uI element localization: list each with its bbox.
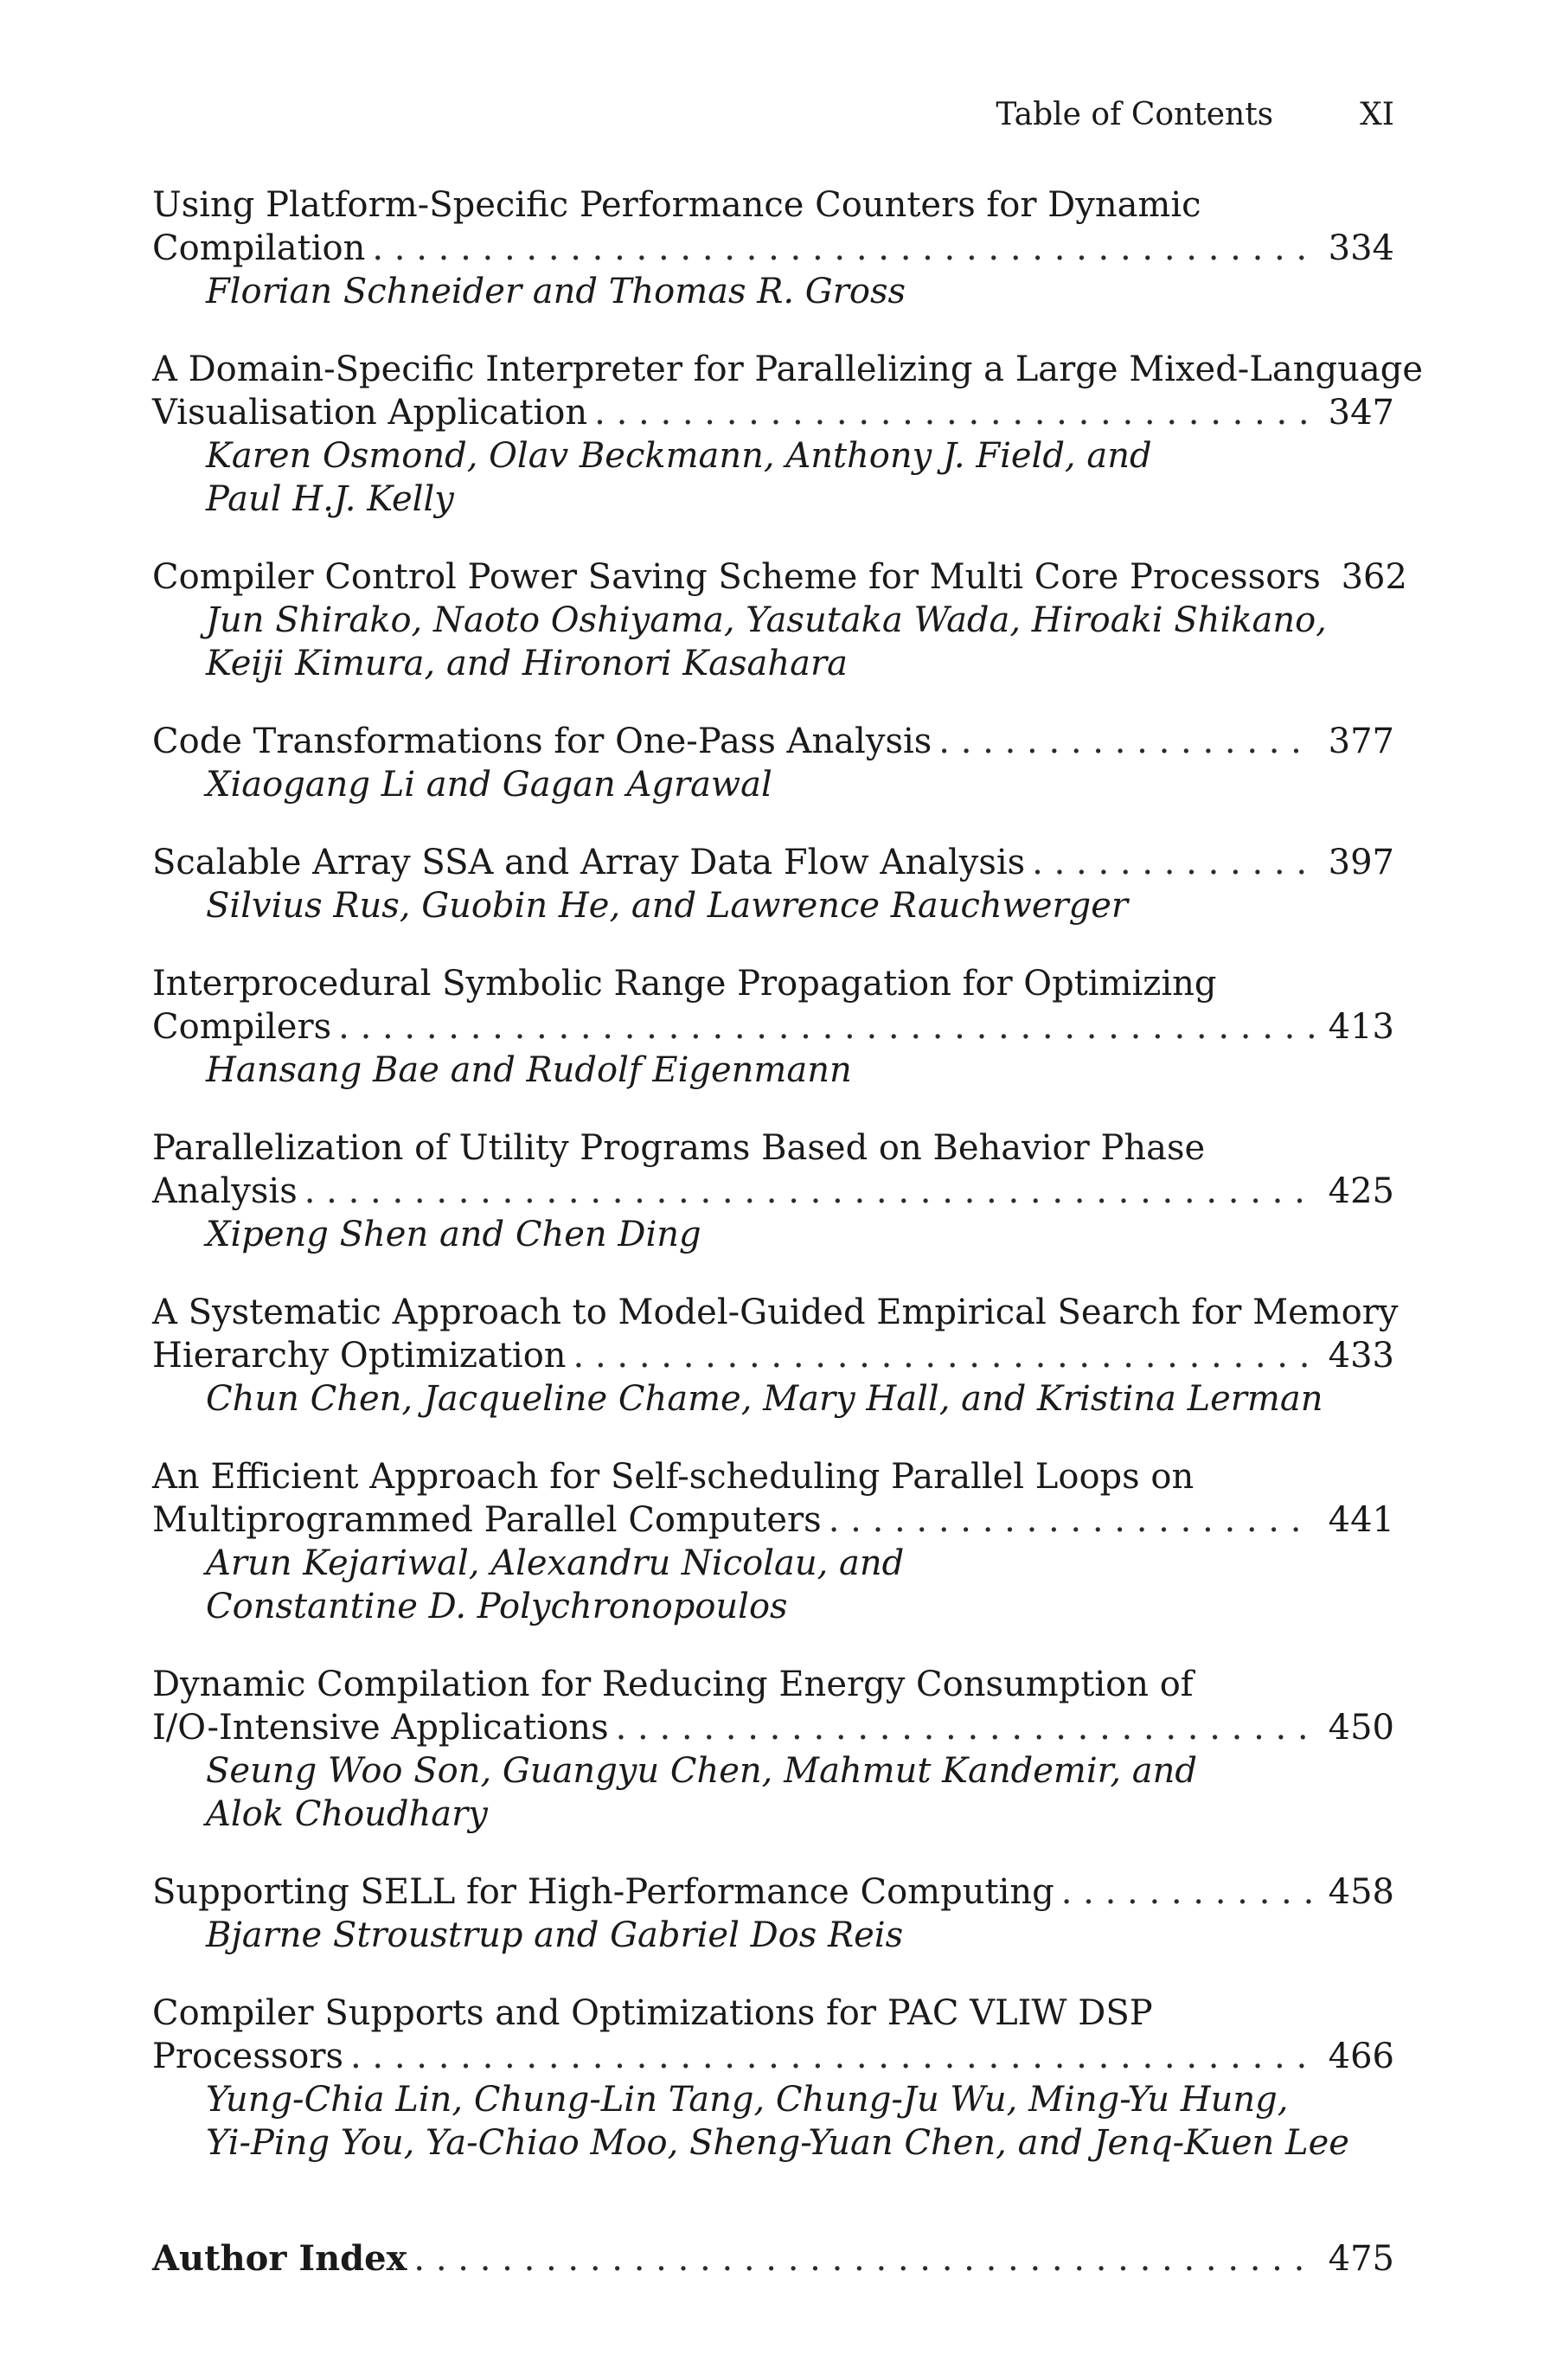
toc-entry-authors: Karen Osmond, Olav Beckmann, Anthony J. Field, and (206, 436, 1152, 476)
toc-entry-authors: Chun Chen, Jacqueline Chame, Mary Hall, and Kristina Lerman (206, 1379, 1323, 1419)
dot-leader (372, 227, 1315, 270)
toc-entry-title-text: Supporting SELL for High-Performance Computing (152, 1872, 1054, 1912)
toc-entry (152, 1126, 1394, 1256)
table-of-contents (152, 183, 1423, 2315)
toc-entry-authors: Arun Kejariwal, Alexandru Nicolau, and (206, 1543, 905, 1583)
toc-entry (152, 1663, 1394, 1836)
dot-leader (616, 1706, 1315, 1749)
toc-entry-authors: Seung Woo Son, Guangyu Chen, Mahmut Kandemir, and (206, 1751, 1198, 1791)
toc-entry-title-line: Dynamic Compilation for Reducing Energy Consumption of (152, 1665, 1194, 1704)
toc-entry-title-last-line (152, 2035, 1394, 2078)
toc-entry-page-number: 397 (1328, 843, 1394, 882)
dot-leader (573, 1334, 1315, 1377)
toc-entry-title-text: Processors (152, 2037, 343, 2076)
author-index-page-number: 475 (1328, 2239, 1394, 2279)
toc-entry-page-number: 377 (1328, 722, 1394, 761)
author-index-label: Author Index (152, 2238, 407, 2279)
dot-leader (1061, 1870, 1315, 1914)
toc-entry-page-number: 458 (1328, 1872, 1394, 1912)
toc-entry-title-text: Code Transformations for One-Pass Analysis (152, 722, 932, 761)
toc-entry-authors: Xiaogang Li and Gagan Agrawal (206, 765, 772, 805)
toc-entry-authors: Yi-Ping You, Ya-Chiao Moo, Sheng-Yuan Chen, and Jenq-Kuen Lee (206, 2123, 1349, 2163)
author-index-entry (152, 2237, 1394, 2281)
toc-entry-authors: Xipeng Shen and Chen Ding (206, 1215, 701, 1254)
dot-leader (338, 1005, 1315, 1049)
toc-entry (152, 1291, 1399, 1421)
toc-entry-page-number: 362 (1341, 557, 1407, 597)
toc-entry-page-number: 413 (1328, 1007, 1394, 1047)
author-index-line (152, 2237, 1394, 2281)
toc-entry-title-last-line (152, 1334, 1394, 1377)
toc-entry-authors: Keiji Kimura, and Hironori Kasahara (206, 644, 848, 683)
toc-entry-page-number: 433 (1328, 1336, 1394, 1376)
toc-entry-title-text: Visualisation Application (152, 393, 588, 433)
toc-entry-page-number: 441 (1328, 1500, 1394, 1540)
dot-leader (413, 2237, 1315, 2281)
toc-entry-title-text: Hierarchy Optimization (152, 1336, 567, 1376)
toc-entry-authors: Jun Shirako, Naoto Oshiyama, Yasutaka Wada, Hiroaki Shikano, (206, 600, 1327, 640)
toc-entry-title-text: Compiler Control Power Saving Scheme for Multi Core Processors (152, 557, 1321, 597)
toc-entry-title-line: Using Platform-Specific Performance Counters for Dynamic (152, 185, 1201, 225)
toc-entry-title-text: I/O-Intensive Applications (152, 1708, 609, 1748)
toc-entry-page-number: 347 (1328, 393, 1394, 433)
running-head-section: Table of Contents (996, 97, 1274, 132)
dot-leader (304, 1170, 1315, 1213)
dot-leader (938, 720, 1315, 763)
toc-entry-title-last-line (152, 1005, 1394, 1049)
toc-entry-title-line: A Domain-Specific Interpreter for Parallelizing a Large Mixed-Language (152, 350, 1423, 389)
toc-entry (152, 1455, 1394, 1628)
toc-entry-title-line: Parallelization of Utility Programs Based on Behavior Phase (152, 1128, 1206, 1168)
toc-entry-title-line: A Systematic Approach to Model-Guided Empirical Search for Memory (152, 1293, 1399, 1332)
toc-entry-authors: Alok Choudhary (206, 1794, 488, 1834)
toc-entry-authors: Paul H.J. Kelly (206, 479, 454, 519)
toc-entry (152, 962, 1394, 1092)
toc-entry (152, 720, 1394, 806)
toc-entry-authors: Yung-Chia Lin, Chung-Lin Tang, Chung-Ju Wu, Ming-Yu Hung, (206, 2080, 1289, 2120)
toc-entry-title-text: Analysis (152, 1171, 298, 1211)
toc-entry-authors: Hansang Bae and Rudolf Eigenmann (206, 1050, 852, 1090)
running-head (996, 97, 1394, 132)
toc-entry (152, 348, 1423, 521)
toc-entry-title-last-line (152, 841, 1394, 884)
toc-entry-authors: Florian Schneider and Thomas R. Gross (206, 272, 906, 311)
dot-leader (350, 2035, 1315, 2078)
toc-entry-title-text: Compilation (152, 228, 366, 268)
toc-entry-title-last-line (152, 227, 1394, 270)
toc-entry-page-number: 450 (1328, 1708, 1394, 1748)
toc-entry-title-line: An Efficient Approach for Self-scheduling Parallel Loops on (152, 1457, 1195, 1497)
toc-entry-title-line: Compiler Supports and Optimizations for PAC VLIW DSP (152, 1993, 1153, 2033)
toc-entry (152, 183, 1394, 313)
toc-entry-title-last-line (152, 391, 1394, 434)
toc-entry-title-last-line (152, 1170, 1394, 1213)
running-head-page-number: XI (1360, 97, 1394, 132)
toc-entry-title-last-line (152, 720, 1394, 763)
toc-entry-title-last-line (152, 1498, 1394, 1542)
toc-entry-title-last-line (152, 1870, 1394, 1914)
toc-entry-page-number: 466 (1328, 2037, 1394, 2076)
toc-entry-title-last-line (152, 1706, 1394, 1749)
dot-leader (1032, 841, 1315, 884)
toc-entry-title-text: Scalable Array SSA and Array Data Flow Analysis (152, 843, 1026, 882)
toc-entry-page-number: 334 (1328, 228, 1394, 268)
toc-entry-title-text: Compilers (152, 1007, 332, 1047)
toc-entry-page-number: 425 (1328, 1171, 1394, 1211)
toc-entry-authors: Constantine D. Polychronopoulos (206, 1587, 788, 1626)
toc-entry-title-line: Interprocedural Symbolic Range Propagation for Optimizing (152, 964, 1217, 1004)
toc-entry-authors: Silvius Rus, Guobin He, and Lawrence Rauchwerger (206, 886, 1129, 926)
toc-entry (152, 555, 1407, 685)
toc-entry (152, 841, 1394, 927)
toc-entry (152, 1992, 1394, 2165)
toc-entry-title-text: Multiprogrammed Parallel Computers (152, 1500, 822, 1540)
dot-leader (594, 391, 1315, 434)
toc-entry-title-last-line (152, 555, 1407, 599)
toc-entry (152, 1870, 1394, 1957)
toc-entry-authors: Bjarne Stroustrup and Gabriel Dos Reis (206, 1915, 904, 1955)
dot-leader (829, 1498, 1315, 1542)
